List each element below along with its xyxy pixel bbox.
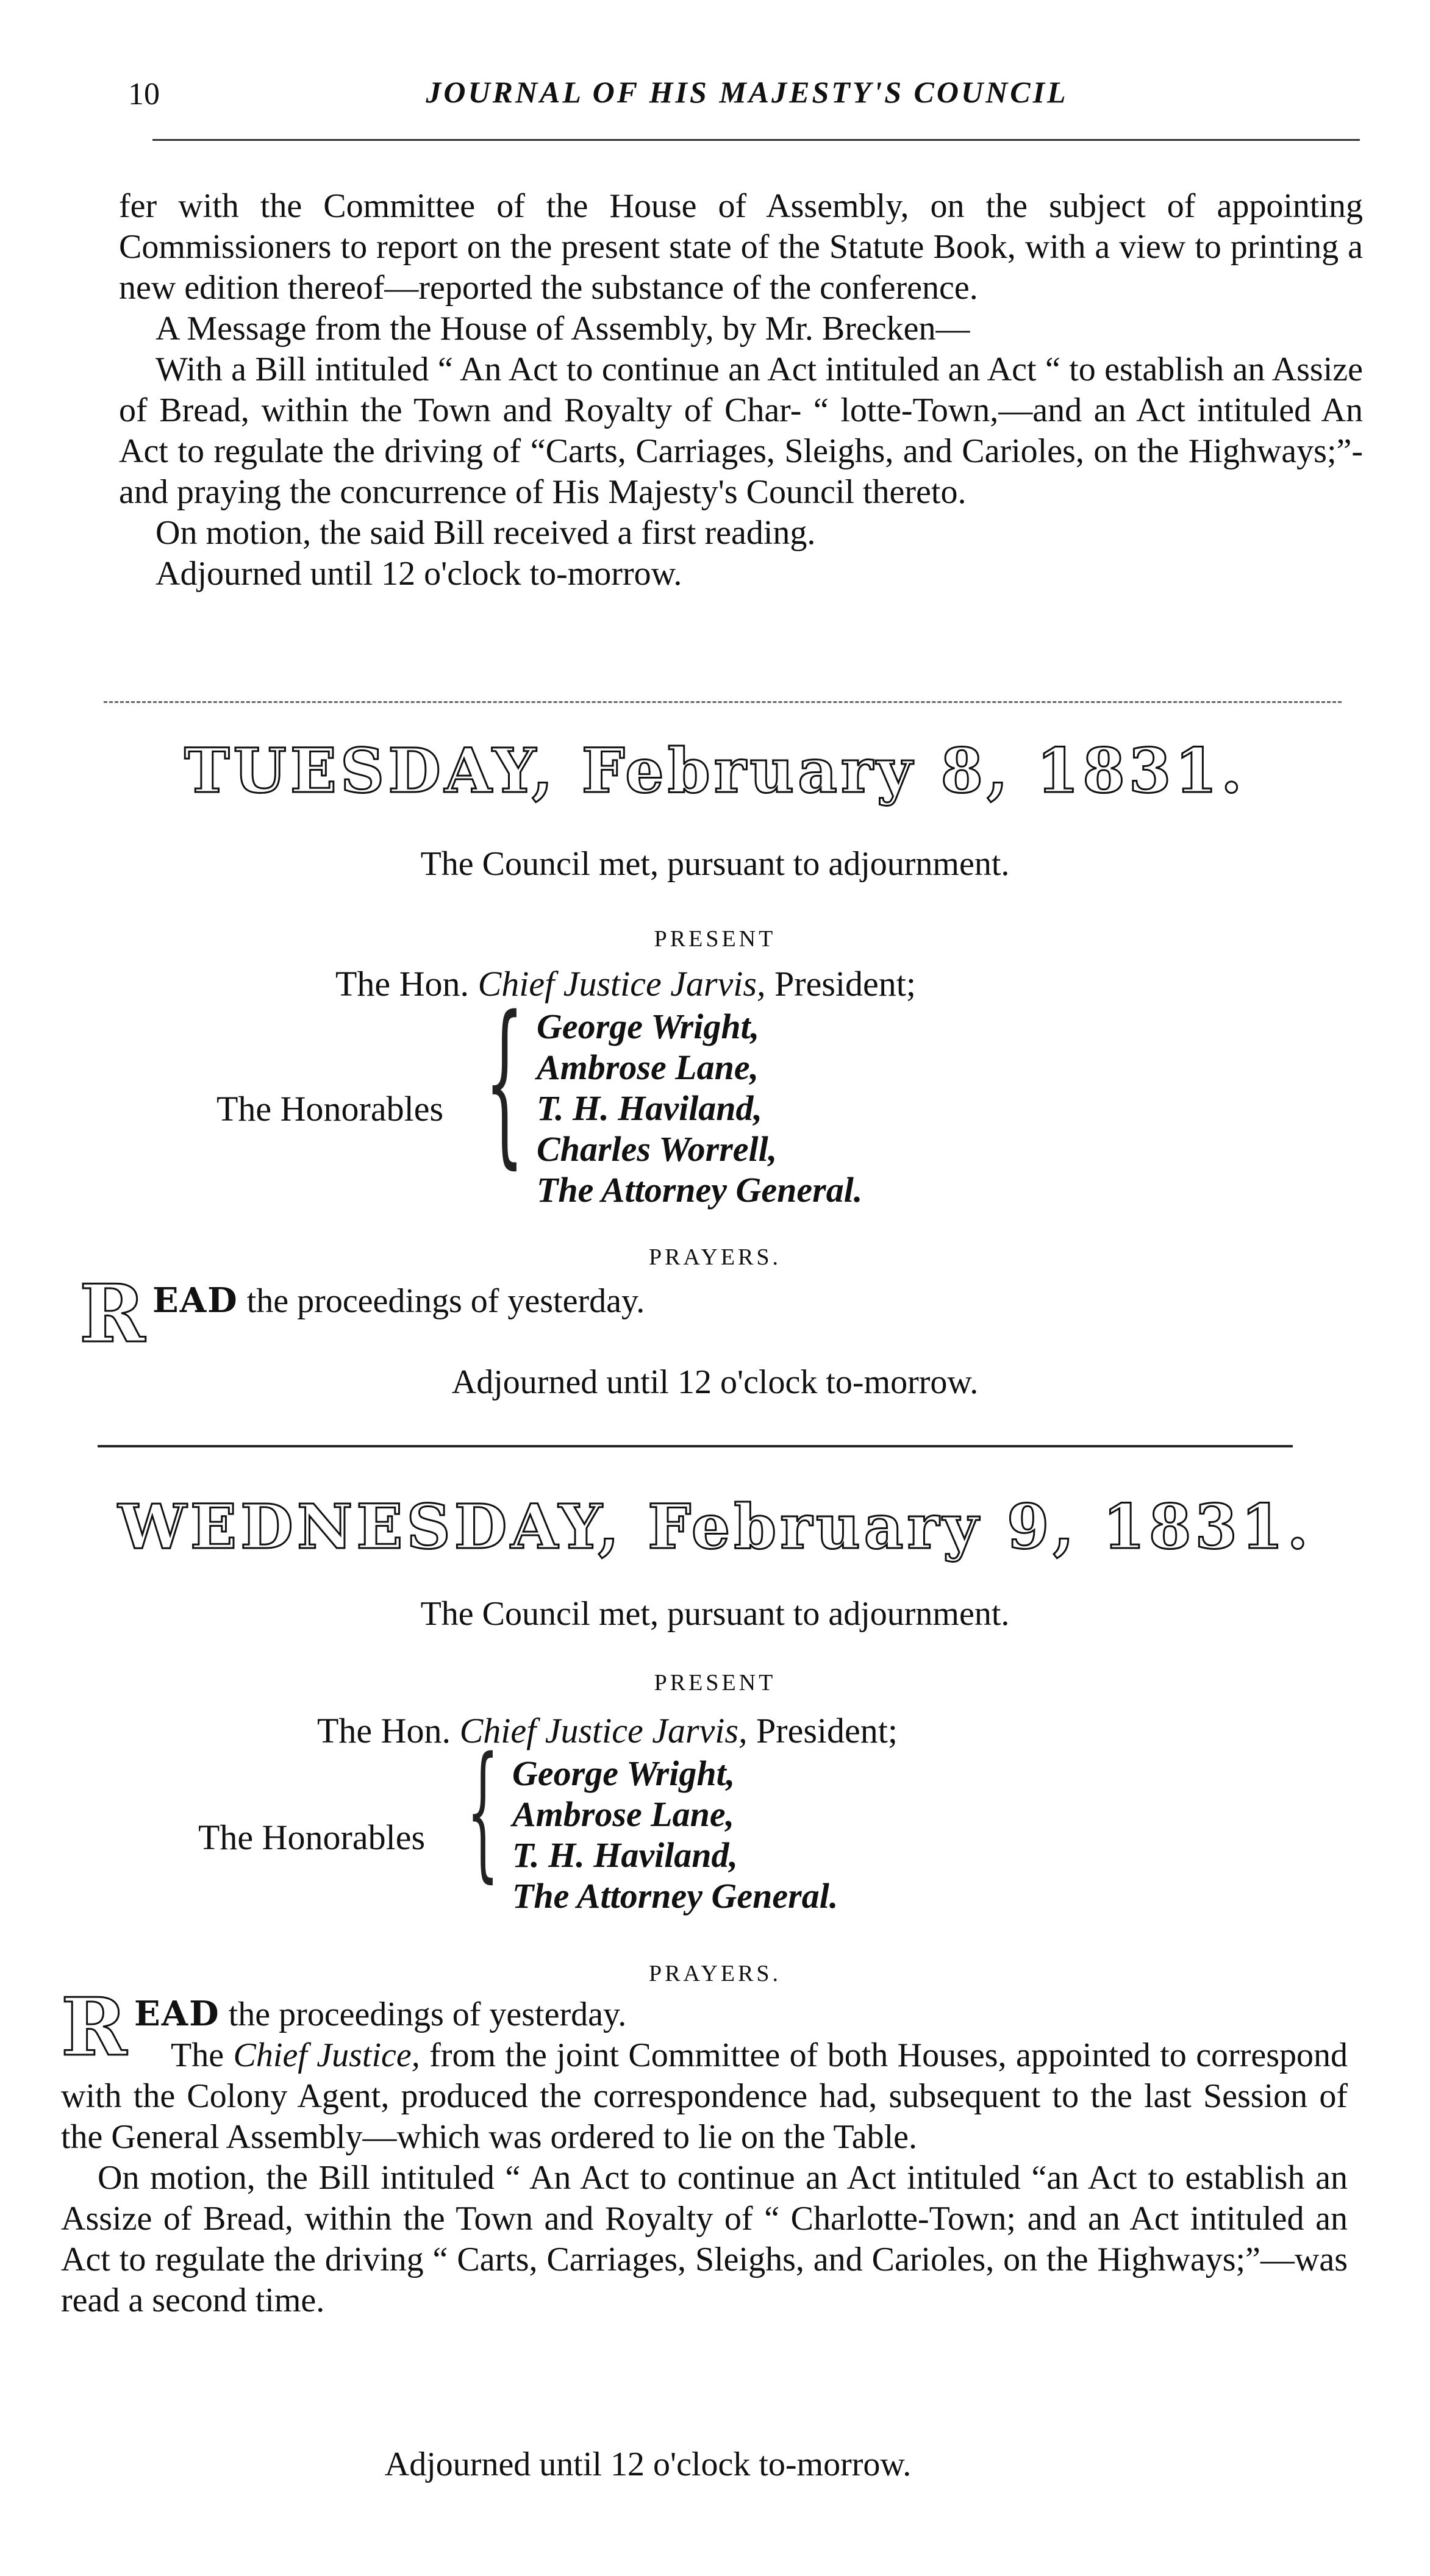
wednesday-present: PRESENT [654, 1670, 776, 1696]
member-george-wright: George Wright, [512, 1754, 735, 1793]
tuesday-member-list [537, 1006, 862, 1210]
read-word-rest: EAD [152, 1280, 238, 1321]
read-text: the proceedings of yesterday. [246, 1282, 645, 1320]
president-name: Chief Justice Jarvis, [477, 964, 766, 1004]
cj-lead: The [171, 2036, 224, 2074]
page-number: 10 [128, 77, 160, 112]
cj-title: Chief Justice, [233, 2036, 420, 2074]
top-section [119, 186, 1363, 594]
tuesday-prayers: PRAYERS. [648, 1244, 782, 1270]
honorables-label: The Honorables [216, 1089, 444, 1129]
bill-paragraph: With a Bill intituled “ An Act to continue an Act intituled an Act “ to establish an Assize of Bread, within the Town and Royalty of Char- “ lotte-Town,—and an Act intituled An Act to regulate the driving of “Carts, Carriages, Sleighs, and Carioles, on the Highways;”-and praying the concurrence of His Majesty's Council thereto. [119, 351, 1363, 511]
read-text: the proceedings of yesterday. [228, 1996, 627, 2033]
brace-glyph: { [485, 979, 524, 1185]
adjourned-paragraph: Adjourned until 12 o'clock to-morrow. [156, 555, 682, 593]
cj-rest: from the joint Committee of both Houses, appointed to correspond with the Colony Agent, produced the correspondence had, subsequent to the last Session of the General Assembly—which was ordered to lie on the Table. [61, 2036, 1348, 2156]
wednesday-adjourned: Adjourned until 12 o'clock to-morrow. [384, 2446, 912, 2483]
tuesday-adjourned: Adjourned until 12 o'clock to-morrow. [451, 1363, 979, 1401]
hon-prefix: The Hon. [335, 964, 470, 1004]
wednesday-prayers: PRAYERS. [648, 1961, 782, 1986]
chief-justice-paragraph [61, 2035, 1348, 2158]
wednesday-heading: WEDNESDAY, February 9, 1831. [118, 1491, 1312, 1563]
member-ambrose-lane: Ambrose Lane, [537, 1047, 759, 1087]
page-header [122, 67, 1372, 128]
section-divider-2 [98, 1445, 1293, 1447]
message-paragraph: A Message from the House of Assembly, by Mr. Brecken— [156, 310, 970, 348]
second-reading-paragraph: On motion, the Bill intituled “ An Act to continue an Act intituled “an Act to establish an Assize of Bread, within the Town and Royalty of “ Charlotte-Town; and an Act intituled an Act to regulate the driving “ Carts, Carriages, Sleighs, and Carioles, on the Highways;”—was read a second time. [61, 2159, 1348, 2319]
member-th-haviland: T. H. Haviland, [512, 1835, 738, 1875]
section-divider [104, 701, 1342, 703]
member-charles-worrell: Charles Worrell, [537, 1129, 778, 1169]
brace-glyph: { [467, 1725, 499, 1896]
running-head: JOURNAL OF HIS MAJESTY'S COUNCIL [426, 75, 1068, 109]
president-title: President; [774, 964, 916, 1004]
member-attorney-general: The Attorney General. [512, 1876, 838, 1916]
member-th-haviland: T. H. Haviland, [537, 1088, 763, 1128]
tuesday-president-line [335, 963, 916, 1004]
tuesday-read-line [79, 1267, 1238, 1360]
drop-cap-r: R [79, 1267, 146, 1360]
wednesday-body [61, 1980, 1348, 2321]
hon-prefix: The Hon. [317, 1711, 451, 1750]
member-ambrose-lane: Ambrose Lane, [512, 1794, 735, 1834]
drop-cap-r: R [61, 1980, 127, 2074]
header-rule [152, 139, 1360, 141]
tuesday-council-met: The Council met, pursuant to adjournment. [420, 845, 1010, 883]
tuesday-present: PRESENT [654, 926, 776, 952]
read-word-rest: EAD [134, 1994, 220, 2034]
honorables-label: The Honorables [198, 1818, 426, 1857]
wednesday-president-line [317, 1710, 898, 1751]
president-title: President; [756, 1711, 898, 1750]
conference-paragraph: fer with the Committee of the House of Assembly, on the subject of appointing Commissioners to report on the present state of the Statute Book, with a view to printing a new edition thereof—reported the substance of the conference. [119, 187, 1363, 307]
member-george-wright: George Wright, [537, 1007, 760, 1046]
member-attorney-general: The Attorney General. [537, 1170, 863, 1210]
first-reading-paragraph: On motion, the said Bill received a first reading. [156, 514, 816, 552]
wednesday-council-met: The Council met, pursuant to adjournment. [420, 1595, 1010, 1633]
tuesday-heading: TUESDAY, February 8, 1831. [184, 735, 1246, 807]
president-name: Chief Justice Jarvis, [459, 1711, 748, 1750]
wednesday-member-list [512, 1753, 838, 1916]
